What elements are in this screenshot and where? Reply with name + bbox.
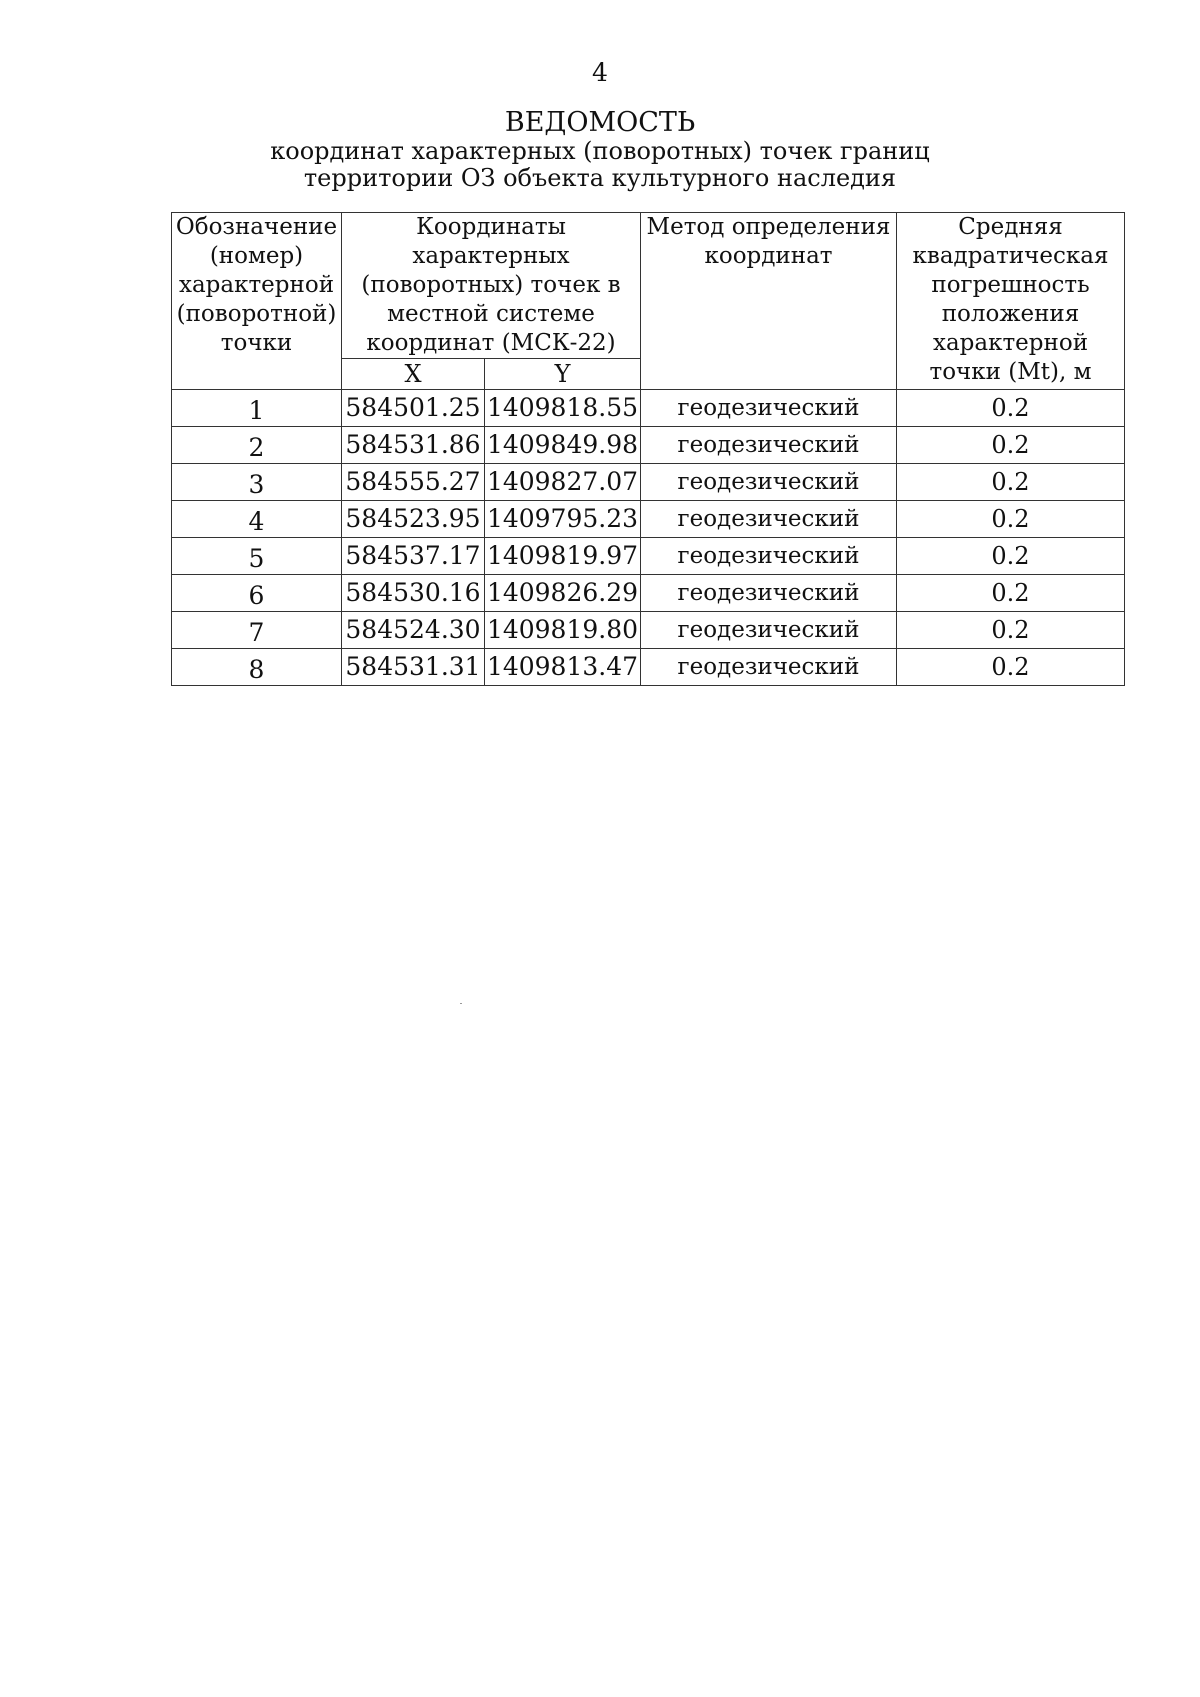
header-coordinates-line: координат (МСК-22) [366, 330, 616, 356]
cell-method: геодезический [641, 427, 897, 464]
table-row [172, 538, 1125, 575]
document-subtitle-line-1: координат характерных (поворотных) точек границ [270, 137, 930, 165]
table-header-row [172, 213, 1125, 359]
cell-y: 1409818.55 [485, 390, 641, 427]
table-row [172, 501, 1125, 538]
header-method-line: координат [704, 243, 833, 269]
cell-y: 1409813.47 [485, 649, 641, 686]
header-error [897, 213, 1125, 390]
header-designation-line: Обозначение [175, 214, 338, 240]
cell-y: 1409819.80 [485, 612, 641, 649]
cell-method: геодезический [641, 390, 897, 427]
cell-point-number: 3 [172, 464, 342, 501]
header-y: Y [485, 359, 641, 390]
cell-error: 0.2 [897, 390, 1125, 427]
header-designation-line: (поворотной) [176, 301, 337, 327]
cell-point-number: 2 [172, 427, 342, 464]
cell-x: 584501.25 [342, 390, 485, 427]
cell-error: 0.2 [897, 538, 1125, 575]
document-title: ВЕДОМОСТЬ [504, 107, 696, 138]
cell-error: 0.2 [897, 575, 1125, 612]
table-row [172, 612, 1125, 649]
cell-point-number: 8 [172, 649, 342, 686]
table-row [172, 464, 1125, 501]
cell-method: геодезический [641, 649, 897, 686]
cell-point-number: 6 [172, 575, 342, 612]
cell-method: геодезический [641, 464, 897, 501]
cell-point-number: 1 [172, 390, 342, 427]
header-designation [172, 213, 342, 390]
header-designation-line: точки [220, 330, 293, 356]
cell-method: геодезический [641, 538, 897, 575]
scan-speck [460, 1003, 462, 1004]
cell-y: 1409795.23 [485, 501, 641, 538]
cell-x: 584531.31 [342, 649, 485, 686]
cell-method: геодезический [641, 501, 897, 538]
header-method-line: Метод определения [646, 214, 891, 240]
cell-point-number: 4 [172, 501, 342, 538]
page-number: 4 [592, 58, 608, 87]
cell-error: 0.2 [897, 501, 1125, 538]
header-x: X [342, 359, 485, 390]
document-subtitle-line-2: территории ОЗ объекта культурного наследия [303, 164, 897, 192]
table-row [172, 649, 1125, 686]
cell-y: 1409827.07 [485, 464, 641, 501]
header-coordinates-line: характерных [412, 243, 570, 269]
cell-x: 584555.27 [342, 464, 485, 501]
table-row [172, 427, 1125, 464]
header-error-line: погрешность [931, 272, 1090, 298]
cell-x: 584524.30 [342, 612, 485, 649]
header-coordinates [342, 213, 641, 359]
header-error-line: характерной [932, 330, 1089, 356]
header-error-line: Средняя [958, 214, 1063, 240]
cell-method: геодезический [641, 575, 897, 612]
header-error-line: квадратическая [912, 243, 1109, 269]
header-designation-line: характерной [178, 272, 335, 298]
header-coordinates-line: местной системе [387, 301, 595, 327]
coordinates-table [171, 212, 1125, 686]
cell-error: 0.2 [897, 427, 1125, 464]
cell-point-number: 5 [172, 538, 342, 575]
cell-y: 1409826.29 [485, 575, 641, 612]
cell-x: 584530.16 [342, 575, 485, 612]
cell-method: геодезический [641, 612, 897, 649]
header-coordinates-line: Координаты [416, 214, 566, 240]
cell-error: 0.2 [897, 612, 1125, 649]
title-block [0, 108, 1200, 192]
header-designation-line: (номер) [209, 243, 304, 269]
header-error-line: точки (Mt), м [929, 359, 1092, 385]
cell-x: 584523.95 [342, 501, 485, 538]
cell-error: 0.2 [897, 464, 1125, 501]
header-error-line: положения [941, 301, 1080, 327]
cell-x: 584537.17 [342, 538, 485, 575]
table-row [172, 575, 1125, 612]
cell-y: 1409849.98 [485, 427, 641, 464]
cell-error: 0.2 [897, 649, 1125, 686]
table-row [172, 390, 1125, 427]
header-coordinates-line: (поворотных) точек в [361, 272, 621, 298]
cell-point-number: 7 [172, 612, 342, 649]
header-method [641, 213, 897, 390]
cell-x: 584531.86 [342, 427, 485, 464]
cell-y: 1409819.97 [485, 538, 641, 575]
